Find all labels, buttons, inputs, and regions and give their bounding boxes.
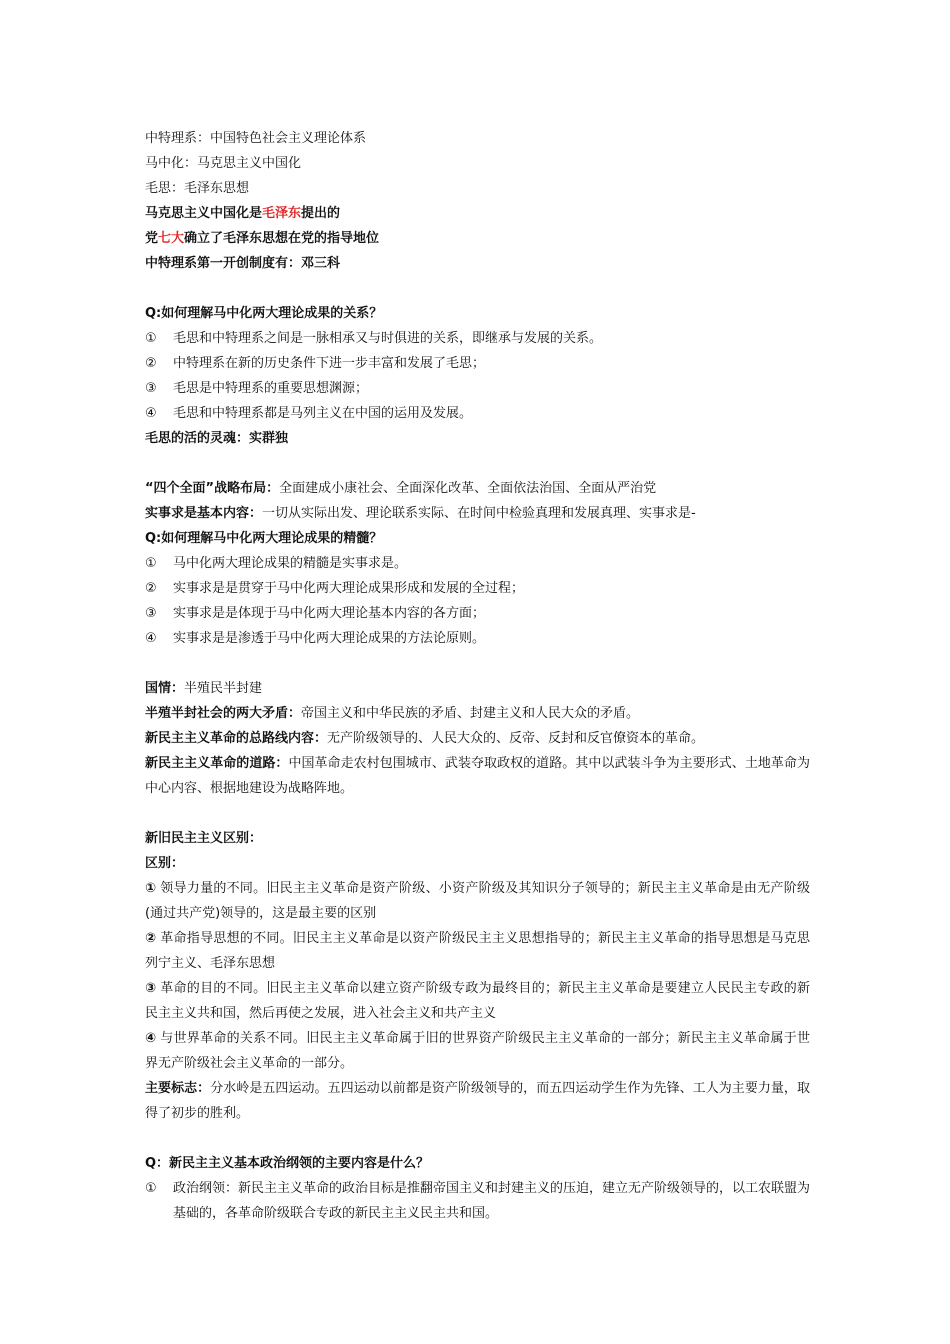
intro-line-5-c: 确立了毛泽东思想在党的指导地位 [184,231,380,246]
spacer [145,276,810,301]
national-line-4-label: 新民主主义革命的道路： [145,756,289,771]
highlight-seventh-congress: 七大 [158,231,185,246]
diff-sign-text: 分水岭是五四运动。五四运动以前都是资产阶级领导的，而五四运动学生作为先锋、工人为主要力量，取得了初步的胜利。 [145,1081,810,1121]
intro-line-3: 毛思：毛泽东思想 [145,181,250,196]
diff-item-4-text: 与世界革命的关系不同。旧民主主义革命属于旧的世界资产阶级民主主义革命的一部分；新民主主义革命属于世界无产阶级社会主义革命的一部分。 [145,1031,810,1071]
diff-subtitle: 区别： [145,856,185,871]
q1-item-4 [145,401,810,426]
q3-item-1-text: 政治纲领：新民主主义革命的政治目标是推翻帝国主义和封建主义的压迫，建立无产阶级领导的，以工农联盟为基础的，各革命阶级联合专政的新民主主义民主共和国。 [173,1181,811,1221]
q1-item-4-text: 毛思和中特理系都是马列主义在中国的运用及发展。 [173,406,473,421]
document-content [145,126,810,1226]
q2-item-3 [145,601,810,626]
q3-item-1 [145,1176,810,1226]
national-line-1-text: 半殖民半封建 [184,681,263,696]
q2-item-3-text: 实事求是是体现于马中化两大理论基本内容的各方面； [173,606,486,621]
intro-line-5 [145,226,810,251]
intro-line-5-a: 党 [145,231,159,246]
diff-item-2 [145,926,810,976]
diff-item-1-mark: ① [145,881,157,896]
q2-item-4-mark: ④ [145,631,157,646]
diff-item-4 [145,1026,810,1076]
diff-item-2-text: 革命指导思想的不同。旧民主主义革命是以资产阶级民主主义思想指导的；新民主主义革命的指导思想是马克思列宁主义、毛泽东思想 [145,931,810,971]
q3-item-1-mark: ① [145,1181,157,1196]
spacer [145,451,810,476]
q1-item-1-mark: ① [145,331,157,346]
diff-item-1 [145,876,810,926]
q2-item-4 [145,626,810,651]
q2-item-3-mark: ③ [145,606,157,621]
q1-soul: 毛思的活的灵魂：实群独 [145,431,289,446]
q1-item-2-text: 中特理系在新的历史条件下进一步丰富和发展了毛思； [173,356,486,371]
national-line-4 [145,751,810,801]
spacer [145,1126,810,1151]
seek-truth-content-text: 一切从实际出发、理论联系实际、在时间中检验真理和发展真理、实事求是- [262,506,696,521]
intro-line-1: 中特理系：中国特色社会主义理论体系 [145,131,367,146]
national-line-3 [145,726,810,751]
national-line-1 [145,676,810,701]
q1-item-4-mark: ④ [145,406,157,421]
q1-title: Q:如何理解马中化两大理论成果的关系？ [145,306,383,321]
q2-item-1-text: 马中化两大理论成果的精髓是实事求是。 [173,556,408,571]
diff-item-4-mark: ④ [145,1031,157,1046]
diff-item-3-mark: ③ [145,981,157,996]
q2-item-1 [145,551,810,576]
q2-item-2-mark: ② [145,581,157,596]
national-line-2-text: 帝国主义和中华民族的矛盾、封建主义和人民大众的矛盾。 [301,706,640,721]
four-comprehensives [145,476,810,501]
seek-truth-content [145,501,810,526]
q2-title: Q:如何理解马中化两大理论成果的精髓？ [145,531,383,546]
intro-line-2: 马中化：马克思主义中国化 [145,156,302,171]
diff-item-3-text: 革命的目的不同。旧民主主义革命以建立资产阶级专政为最终目的；新民主主义革命是要建立人民民主专政的新民主主义共和国，然后再使之发展，进入社会主义和共产主义 [145,981,810,1021]
four-comprehensives-text: 全面建成小康社会、全面深化改革、全面依法治国、全面从严治党 [279,481,657,496]
national-line-3-label: 新民主主义革命的总路线内容： [145,731,328,746]
q1-item-2 [145,351,810,376]
q2-item-4-text: 实事求是是渗透于马中化两大理论成果的方法论原则。 [173,631,486,646]
q1-item-1 [145,326,810,351]
national-line-4-text: 中国革命走农村包围城市、武装夺取政权的道路。其中以武装斗争为主要形式、土地革命为中心内容、根据地建设为战略阵地。 [145,756,810,796]
diff-item-1-text: 领导力量的不同。旧民主主义革命是资产阶级、小资产阶级及其知识分子领导的；新民主主义革命是由无产阶级(通过共产党)领导的，这是最主要的区别 [145,881,810,921]
spacer [145,801,810,826]
national-line-1-label: 国情： [145,681,185,696]
q1-item-1-text: 毛思和中特理系之间是一脉相承又与时俱进的关系，即继承与发展的关系。 [173,331,603,346]
highlight-mao: 毛泽东 [262,206,302,221]
q2-item-1-mark: ① [145,556,157,571]
spacer [145,651,810,676]
q2-item-2-text: 实事求是是贯穿于马中化两大理论成果形成和发展的全过程； [173,581,525,596]
national-line-2 [145,701,810,726]
national-line-2-label: 半殖半封社会的两大矛盾： [145,706,302,721]
diff-sign [145,1076,810,1126]
diff-sign-label: 主要标志： [145,1081,211,1096]
q1-item-3-text: 毛思是中特理系的重要思想渊源； [173,381,369,396]
q1-item-2-mark: ② [145,356,157,371]
diff-item-3 [145,976,810,1026]
intro-line-4 [145,201,810,226]
diff-item-2-mark: ② [145,931,157,946]
diff-title: 新旧民主主义区别： [145,831,263,846]
q1-item-3-mark: ③ [145,381,157,396]
four-comprehensives-label: “四个全面”战略布局： [145,481,280,496]
intro-line-6: 中特理系第一开创制度有：邓三科 [145,256,341,271]
q3-title: Q：新民主主义基本政治纲领的主要内容是什么？ [145,1156,430,1171]
q1-item-3 [145,376,810,401]
seek-truth-content-label: 实事求是基本内容： [145,506,263,521]
q2-item-2 [145,576,810,601]
national-line-3-text: 无产阶级领导的、人民大众的、反帝、反封和反官僚资本的革命。 [327,731,705,746]
intro-line-4-a: 马克思主义中国化是 [145,206,263,221]
intro-line-4-c: 提出的 [301,206,341,221]
